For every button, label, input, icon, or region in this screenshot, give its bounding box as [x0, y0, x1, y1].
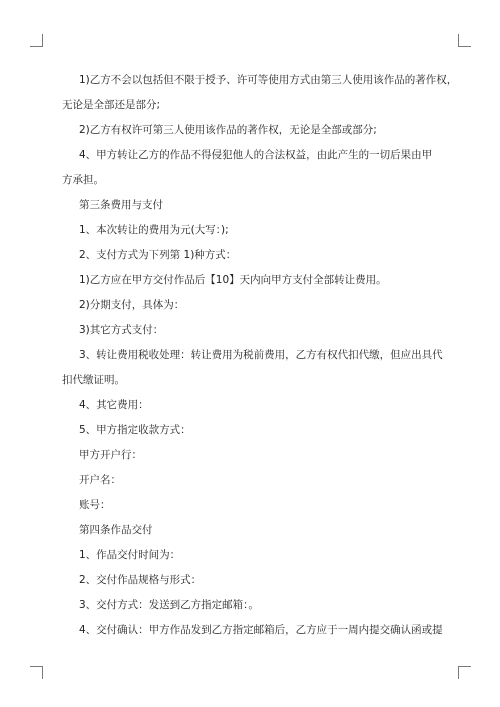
paragraph-line: 1)乙方不会以包括但不限于授予、许可等使用方式由第三人使用该作品的著作权， [79, 74, 458, 86]
section-heading: 第三条费用与支付 [79, 199, 163, 211]
paragraph-line: 2、支付方式为下列第 1)种方式： [79, 249, 237, 261]
paragraph-line: 2)乙方有权许可第三人使用该作品的著作权，无论是全部或部分; [79, 124, 377, 136]
section-heading: 第四条作品交付 [79, 524, 153, 536]
paragraph-line: 无论是全部还是部分; [62, 99, 161, 111]
paragraph-line: 方承担。 [62, 174, 104, 186]
crop-mark-top-right [458, 34, 471, 47]
crop-mark-bottom-left [30, 666, 43, 679]
paragraph-line: 1、作品交付时间为： [79, 549, 181, 561]
paragraph-line: 1)乙方应在甲方交付作品后【10】天内向甲方支付全部转让费用。 [79, 274, 387, 286]
crop-mark-bottom-right [458, 666, 471, 679]
paragraph-line: 3)其它方式支付： [79, 324, 164, 336]
paragraph-line: 4、其它费用： [79, 399, 149, 411]
paragraph-line: 2)分期支付，具体为： [79, 299, 185, 311]
paragraph-line: 5、甲方指定收款方式： [79, 424, 191, 436]
paragraph-line: 3、转让费用税收处理：转让费用为税前费用，乙方有权代扣代缴，但应出具代 [79, 349, 443, 361]
paragraph-line: 2、交付作品规格与形式： [79, 574, 202, 586]
paragraph-line: 甲方开户行： [79, 449, 142, 461]
paragraph-line: 1、本次转让的费用为元(大写：); [79, 224, 229, 236]
paragraph-line: 开户名： [79, 474, 121, 486]
crop-mark-top-left [30, 34, 43, 47]
paragraph-line: 4、交付确认：甲方作品发到乙方指定邮箱后，乙方应于一周内提交确认函或提 [79, 624, 443, 636]
document-body [62, 68, 458, 643]
paragraph-line: 4、甲方转让乙方的作品不得侵犯他人的合法权益，由此产生的一切后果由甲 [79, 149, 433, 161]
paragraph-line: 3、交付方式：发送到乙方指定邮箱：。 [79, 599, 259, 611]
paragraph-line: 扣代缴证明。 [62, 374, 125, 386]
paragraph-line: 账号： [79, 499, 111, 511]
